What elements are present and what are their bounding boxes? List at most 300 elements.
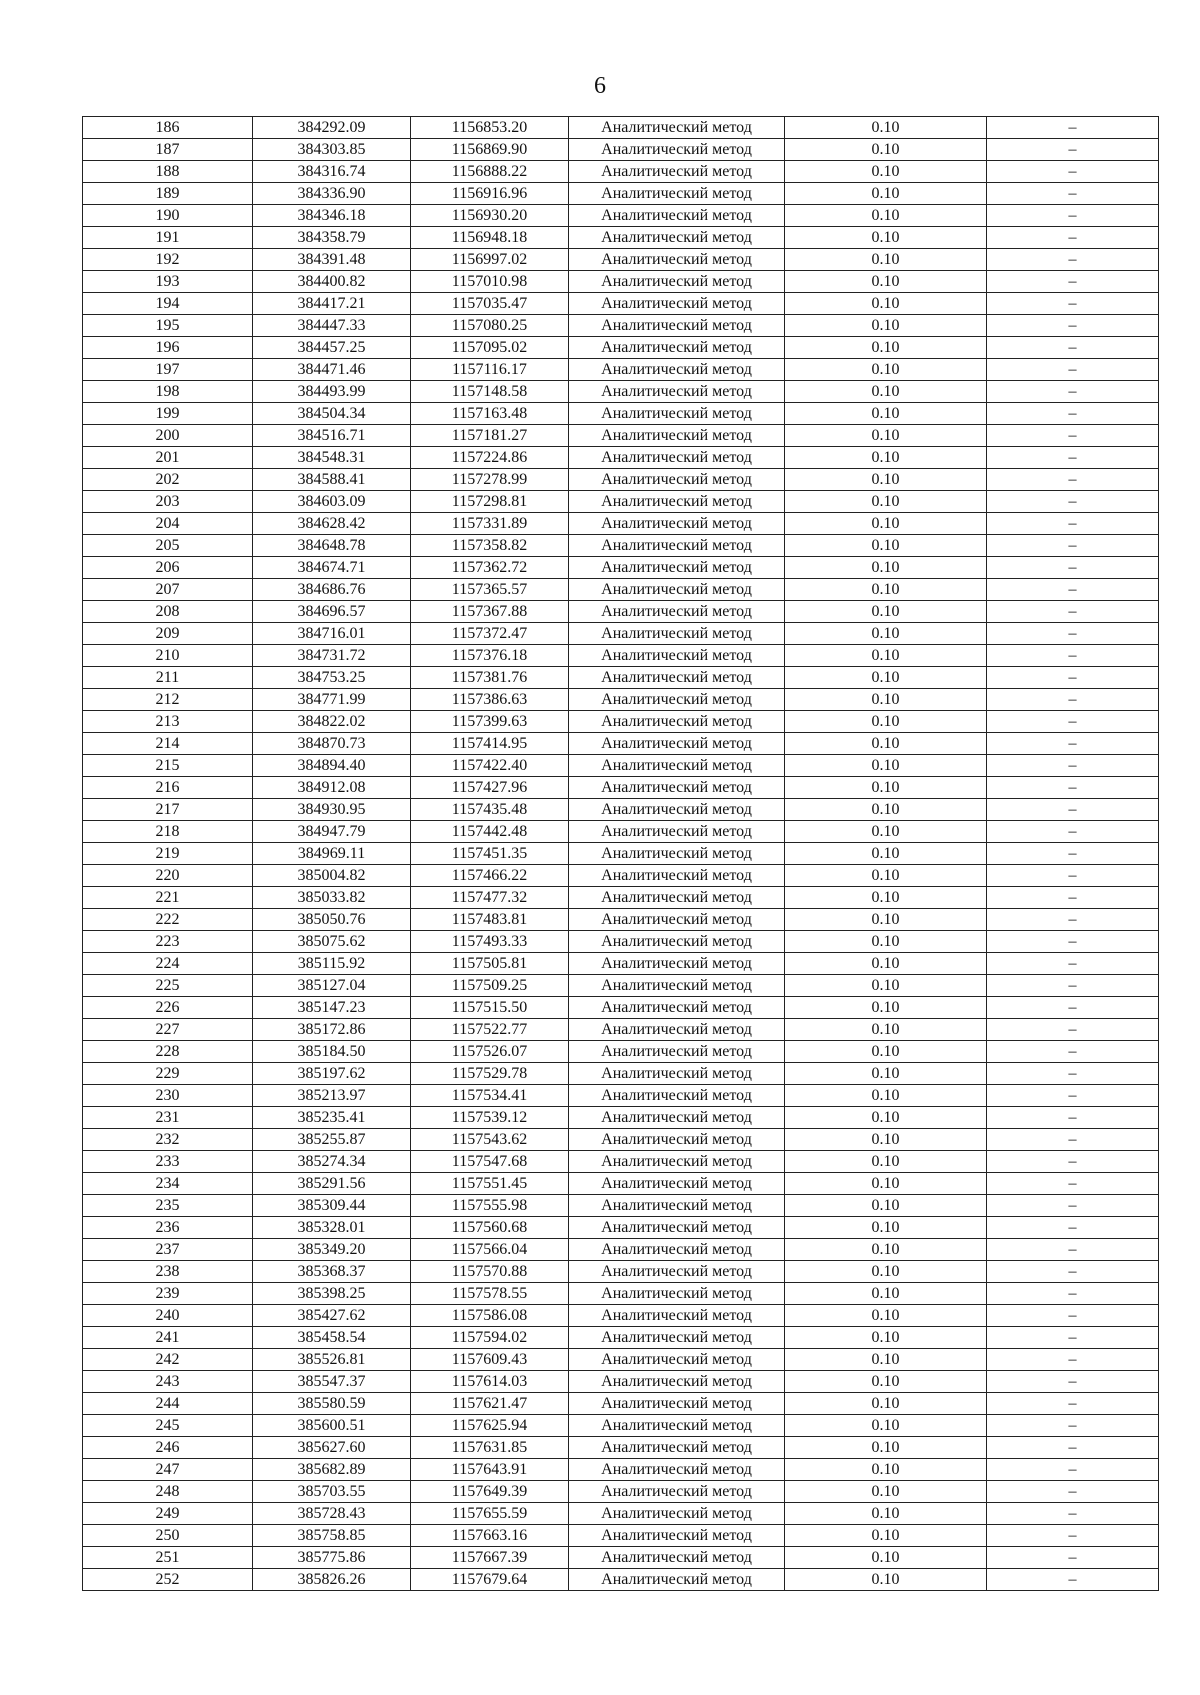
table-row [83,271,1159,293]
description-cell: – [987,447,1159,469]
x-coordinate-cell: 384603.09 [253,491,411,513]
accuracy-cell: 0.10 [785,601,987,623]
description-cell: – [987,183,1159,205]
method-cell: Аналитический метод [569,887,785,909]
y-coordinate-cell: 1157422.40 [411,755,569,777]
table-row [83,689,1159,711]
point-number-cell: 236 [83,1217,253,1239]
x-coordinate-cell: 385826.26 [253,1569,411,1591]
x-coordinate-cell: 385050.76 [253,909,411,931]
accuracy-cell: 0.10 [785,381,987,403]
method-cell: Аналитический метод [569,865,785,887]
x-coordinate-cell: 384648.78 [253,535,411,557]
x-coordinate-cell: 384870.73 [253,733,411,755]
y-coordinate-cell: 1157163.48 [411,403,569,425]
description-cell: – [987,293,1159,315]
y-coordinate-cell: 1157362.72 [411,557,569,579]
method-cell: Аналитический метод [569,205,785,227]
y-coordinate-cell: 1157358.82 [411,535,569,557]
point-number-cell: 237 [83,1239,253,1261]
table-row [83,755,1159,777]
x-coordinate-cell: 385274.34 [253,1151,411,1173]
table-row [83,1415,1159,1437]
y-coordinate-cell: 1157609.43 [411,1349,569,1371]
accuracy-cell: 0.10 [785,1305,987,1327]
x-coordinate-cell: 384447.33 [253,315,411,337]
y-coordinate-cell: 1157414.95 [411,733,569,755]
description-cell: – [987,623,1159,645]
table-row [83,909,1159,931]
x-coordinate-cell: 385368.37 [253,1261,411,1283]
x-coordinate-cell: 384969.11 [253,843,411,865]
description-cell: – [987,799,1159,821]
description-cell: – [987,733,1159,755]
point-number-cell: 222 [83,909,253,931]
point-number-cell: 232 [83,1129,253,1151]
point-number-cell: 231 [83,1107,253,1129]
method-cell: Аналитический метод [569,469,785,491]
accuracy-cell: 0.10 [785,491,987,513]
point-number-cell: 250 [83,1525,253,1547]
accuracy-cell: 0.10 [785,205,987,227]
method-cell: Аналитический метод [569,293,785,315]
x-coordinate-cell: 384674.71 [253,557,411,579]
y-coordinate-cell: 1157625.94 [411,1415,569,1437]
point-number-cell: 220 [83,865,253,887]
point-number-cell: 205 [83,535,253,557]
x-coordinate-cell: 385703.55 [253,1481,411,1503]
table-body [83,117,1159,1591]
method-cell: Аналитический метод [569,645,785,667]
x-coordinate-cell: 385728.43 [253,1503,411,1525]
description-cell: – [987,381,1159,403]
accuracy-cell: 0.10 [785,931,987,953]
table-row [83,1459,1159,1481]
table-row [83,1063,1159,1085]
point-number-cell: 199 [83,403,253,425]
method-cell: Аналитический метод [569,1305,785,1327]
point-number-cell: 196 [83,337,253,359]
method-cell: Аналитический метод [569,843,785,865]
description-cell: – [987,161,1159,183]
accuracy-cell: 0.10 [785,403,987,425]
x-coordinate-cell: 384504.34 [253,403,411,425]
accuracy-cell: 0.10 [785,1547,987,1569]
y-coordinate-cell: 1157570.88 [411,1261,569,1283]
accuracy-cell: 0.10 [785,1525,987,1547]
accuracy-cell: 0.10 [785,249,987,271]
description-cell: – [987,205,1159,227]
x-coordinate-cell: 384731.72 [253,645,411,667]
description-cell: – [987,1393,1159,1415]
accuracy-cell: 0.10 [785,1371,987,1393]
y-coordinate-cell: 1157372.47 [411,623,569,645]
point-number-cell: 238 [83,1261,253,1283]
method-cell: Аналитический метод [569,711,785,733]
y-coordinate-cell: 1157483.81 [411,909,569,931]
method-cell: Аналитический метод [569,359,785,381]
accuracy-cell: 0.10 [785,1239,987,1261]
method-cell: Аналитический метод [569,1437,785,1459]
y-coordinate-cell: 1157655.59 [411,1503,569,1525]
table-row [83,1173,1159,1195]
method-cell: Аналитический метод [569,777,785,799]
accuracy-cell: 0.10 [785,799,987,821]
description-cell: – [987,1239,1159,1261]
description-cell: – [987,1437,1159,1459]
description-cell: – [987,821,1159,843]
description-cell: – [987,579,1159,601]
x-coordinate-cell: 385184.50 [253,1041,411,1063]
x-coordinate-cell: 385398.25 [253,1283,411,1305]
x-coordinate-cell: 385547.37 [253,1371,411,1393]
accuracy-cell: 0.10 [785,1393,987,1415]
y-coordinate-cell: 1157566.04 [411,1239,569,1261]
accuracy-cell: 0.10 [785,755,987,777]
table-row [83,535,1159,557]
y-coordinate-cell: 1157095.02 [411,337,569,359]
description-cell: – [987,909,1159,931]
point-number-cell: 217 [83,799,253,821]
description-cell: – [987,1151,1159,1173]
point-number-cell: 239 [83,1283,253,1305]
description-cell: – [987,315,1159,337]
x-coordinate-cell: 385033.82 [253,887,411,909]
method-cell: Аналитический метод [569,1019,785,1041]
method-cell: Аналитический метод [569,1371,785,1393]
accuracy-cell: 0.10 [785,293,987,315]
x-coordinate-cell: 385115.92 [253,953,411,975]
table-row [83,579,1159,601]
method-cell: Аналитический метод [569,1041,785,1063]
y-coordinate-cell: 1157435.48 [411,799,569,821]
table-row [83,1503,1159,1525]
x-coordinate-cell: 384316.74 [253,161,411,183]
description-cell: – [987,117,1159,139]
point-number-cell: 241 [83,1327,253,1349]
y-coordinate-cell: 1157522.77 [411,1019,569,1041]
table-row [83,227,1159,249]
point-number-cell: 227 [83,1019,253,1041]
x-coordinate-cell: 384493.99 [253,381,411,403]
method-cell: Аналитический метод [569,821,785,843]
y-coordinate-cell: 1157534.41 [411,1085,569,1107]
y-coordinate-cell: 1157477.32 [411,887,569,909]
method-cell: Аналитический метод [569,1239,785,1261]
method-cell: Аналитический метод [569,513,785,535]
point-number-cell: 189 [83,183,253,205]
x-coordinate-cell: 385427.62 [253,1305,411,1327]
description-cell: – [987,557,1159,579]
accuracy-cell: 0.10 [785,843,987,865]
method-cell: Аналитический метод [569,557,785,579]
method-cell: Аналитический метод [569,1217,785,1239]
x-coordinate-cell: 385328.01 [253,1217,411,1239]
table-row [83,425,1159,447]
accuracy-cell: 0.10 [785,689,987,711]
method-cell: Аналитический метод [569,623,785,645]
description-cell: – [987,1327,1159,1349]
accuracy-cell: 0.10 [785,1349,987,1371]
table-row [83,623,1159,645]
accuracy-cell: 0.10 [785,315,987,337]
method-cell: Аналитический метод [569,491,785,513]
accuracy-cell: 0.10 [785,1041,987,1063]
table-row [83,1349,1159,1371]
description-cell: – [987,1547,1159,1569]
x-coordinate-cell: 385309.44 [253,1195,411,1217]
y-coordinate-cell: 1157560.68 [411,1217,569,1239]
y-coordinate-cell: 1157529.78 [411,1063,569,1085]
description-cell: – [987,1569,1159,1591]
table-row [83,1129,1159,1151]
table-row [83,601,1159,623]
description-cell: – [987,535,1159,557]
description-cell: – [987,403,1159,425]
point-number-cell: 246 [83,1437,253,1459]
method-cell: Аналитический метод [569,447,785,469]
accuracy-cell: 0.10 [785,161,987,183]
point-number-cell: 191 [83,227,253,249]
method-cell: Аналитический метод [569,1129,785,1151]
x-coordinate-cell: 384548.31 [253,447,411,469]
method-cell: Аналитический метод [569,337,785,359]
accuracy-cell: 0.10 [785,513,987,535]
method-cell: Аналитический метод [569,1173,785,1195]
accuracy-cell: 0.10 [785,953,987,975]
y-coordinate-cell: 1157649.39 [411,1481,569,1503]
table-row [83,557,1159,579]
description-cell: – [987,931,1159,953]
method-cell: Аналитический метод [569,139,785,161]
y-coordinate-cell: 1157148.58 [411,381,569,403]
x-coordinate-cell: 384771.99 [253,689,411,711]
accuracy-cell: 0.10 [785,1129,987,1151]
table-row [83,205,1159,227]
table-row [83,249,1159,271]
method-cell: Аналитический метод [569,1349,785,1371]
y-coordinate-cell: 1157399.63 [411,711,569,733]
y-coordinate-cell: 1156916.96 [411,183,569,205]
table-row [83,161,1159,183]
point-number-cell: 230 [83,1085,253,1107]
point-number-cell: 223 [83,931,253,953]
description-cell: – [987,469,1159,491]
x-coordinate-cell: 385758.85 [253,1525,411,1547]
description-cell: – [987,425,1159,447]
table-row [83,1283,1159,1305]
x-coordinate-cell: 385197.62 [253,1063,411,1085]
accuracy-cell: 0.10 [785,1019,987,1041]
accuracy-cell: 0.10 [785,909,987,931]
x-coordinate-cell: 385775.86 [253,1547,411,1569]
y-coordinate-cell: 1157427.96 [411,777,569,799]
coordinates-table [82,116,1159,1591]
accuracy-cell: 0.10 [785,183,987,205]
description-cell: – [987,1085,1159,1107]
point-number-cell: 210 [83,645,253,667]
table-row [83,337,1159,359]
y-coordinate-cell: 1157331.89 [411,513,569,535]
method-cell: Аналитический метод [569,733,785,755]
point-number-cell: 245 [83,1415,253,1437]
description-cell: – [987,1525,1159,1547]
description-cell: – [987,1415,1159,1437]
y-coordinate-cell: 1157181.27 [411,425,569,447]
description-cell: – [987,1283,1159,1305]
y-coordinate-cell: 1157376.18 [411,645,569,667]
accuracy-cell: 0.10 [785,821,987,843]
y-coordinate-cell: 1157547.68 [411,1151,569,1173]
x-coordinate-cell: 384457.25 [253,337,411,359]
accuracy-cell: 0.10 [785,1173,987,1195]
accuracy-cell: 0.10 [785,997,987,1019]
point-number-cell: 249 [83,1503,253,1525]
table-row [83,293,1159,315]
description-cell: – [987,1371,1159,1393]
method-cell: Аналитический метод [569,755,785,777]
accuracy-cell: 0.10 [785,1217,987,1239]
method-cell: Аналитический метод [569,161,785,183]
y-coordinate-cell: 1157278.99 [411,469,569,491]
y-coordinate-cell: 1156930.20 [411,205,569,227]
accuracy-cell: 0.10 [785,1261,987,1283]
table-row [83,1107,1159,1129]
description-cell: – [987,1349,1159,1371]
y-coordinate-cell: 1157515.50 [411,997,569,1019]
description-cell: – [987,1173,1159,1195]
method-cell: Аналитический метод [569,403,785,425]
accuracy-cell: 0.10 [785,557,987,579]
table-row [83,117,1159,139]
description-cell: – [987,1019,1159,1041]
method-cell: Аналитический метод [569,799,785,821]
point-number-cell: 211 [83,667,253,689]
description-cell: – [987,755,1159,777]
x-coordinate-cell: 385526.81 [253,1349,411,1371]
x-coordinate-cell: 385075.62 [253,931,411,953]
method-cell: Аналитический метод [569,1283,785,1305]
table-row [83,1525,1159,1547]
point-number-cell: 234 [83,1173,253,1195]
x-coordinate-cell: 385682.89 [253,1459,411,1481]
point-number-cell: 200 [83,425,253,447]
y-coordinate-cell: 1157667.39 [411,1547,569,1569]
y-coordinate-cell: 1157621.47 [411,1393,569,1415]
description-cell: – [987,249,1159,271]
accuracy-cell: 0.10 [785,535,987,557]
table-row [83,997,1159,1019]
description-cell: – [987,1261,1159,1283]
table-row [83,865,1159,887]
method-cell: Аналитический метод [569,1481,785,1503]
accuracy-cell: 0.10 [785,865,987,887]
table-row [83,931,1159,953]
accuracy-cell: 0.10 [785,645,987,667]
y-coordinate-cell: 1156888.22 [411,161,569,183]
point-number-cell: 208 [83,601,253,623]
x-coordinate-cell: 385172.86 [253,1019,411,1041]
y-coordinate-cell: 1157509.25 [411,975,569,997]
table-row [83,953,1159,975]
x-coordinate-cell: 384716.01 [253,623,411,645]
accuracy-cell: 0.10 [785,139,987,161]
method-cell: Аналитический метод [569,1063,785,1085]
accuracy-cell: 0.10 [785,1107,987,1129]
x-coordinate-cell: 385004.82 [253,865,411,887]
accuracy-cell: 0.10 [785,1283,987,1305]
point-number-cell: 212 [83,689,253,711]
method-cell: Аналитический метод [569,1415,785,1437]
point-number-cell: 186 [83,117,253,139]
point-number-cell: 228 [83,1041,253,1063]
method-cell: Аналитический метод [569,601,785,623]
description-cell: – [987,1129,1159,1151]
y-coordinate-cell: 1157116.17 [411,359,569,381]
y-coordinate-cell: 1157386.63 [411,689,569,711]
point-number-cell: 214 [83,733,253,755]
accuracy-cell: 0.10 [785,1459,987,1481]
point-number-cell: 242 [83,1349,253,1371]
accuracy-cell: 0.10 [785,887,987,909]
point-number-cell: 197 [83,359,253,381]
method-cell: Аналитический метод [569,535,785,557]
y-coordinate-cell: 1157663.16 [411,1525,569,1547]
description-cell: – [987,227,1159,249]
table-row [83,1239,1159,1261]
accuracy-cell: 0.10 [785,975,987,997]
table-row [83,469,1159,491]
method-cell: Аналитический метод [569,381,785,403]
x-coordinate-cell: 385213.97 [253,1085,411,1107]
point-number-cell: 203 [83,491,253,513]
table-row [83,403,1159,425]
table-row [83,667,1159,689]
point-number-cell: 225 [83,975,253,997]
accuracy-cell: 0.10 [785,1327,987,1349]
accuracy-cell: 0.10 [785,623,987,645]
description-cell: – [987,1217,1159,1239]
description-cell: – [987,997,1159,1019]
x-coordinate-cell: 385127.04 [253,975,411,997]
y-coordinate-cell: 1157631.85 [411,1437,569,1459]
point-number-cell: 194 [83,293,253,315]
table-row [83,799,1159,821]
y-coordinate-cell: 1157367.88 [411,601,569,623]
y-coordinate-cell: 1157451.35 [411,843,569,865]
x-coordinate-cell: 385600.51 [253,1415,411,1437]
point-number-cell: 192 [83,249,253,271]
accuracy-cell: 0.10 [785,1063,987,1085]
point-number-cell: 229 [83,1063,253,1085]
method-cell: Аналитический метод [569,1107,785,1129]
description-cell: – [987,1195,1159,1217]
x-coordinate-cell: 385580.59 [253,1393,411,1415]
table-row [83,1217,1159,1239]
table-row [83,447,1159,469]
y-coordinate-cell: 1157224.86 [411,447,569,469]
description-cell: – [987,887,1159,909]
description-cell: – [987,337,1159,359]
accuracy-cell: 0.10 [785,733,987,755]
accuracy-cell: 0.10 [785,579,987,601]
method-cell: Аналитический метод [569,117,785,139]
point-number-cell: 190 [83,205,253,227]
point-number-cell: 219 [83,843,253,865]
y-coordinate-cell: 1156997.02 [411,249,569,271]
table-row [83,887,1159,909]
point-number-cell: 206 [83,557,253,579]
